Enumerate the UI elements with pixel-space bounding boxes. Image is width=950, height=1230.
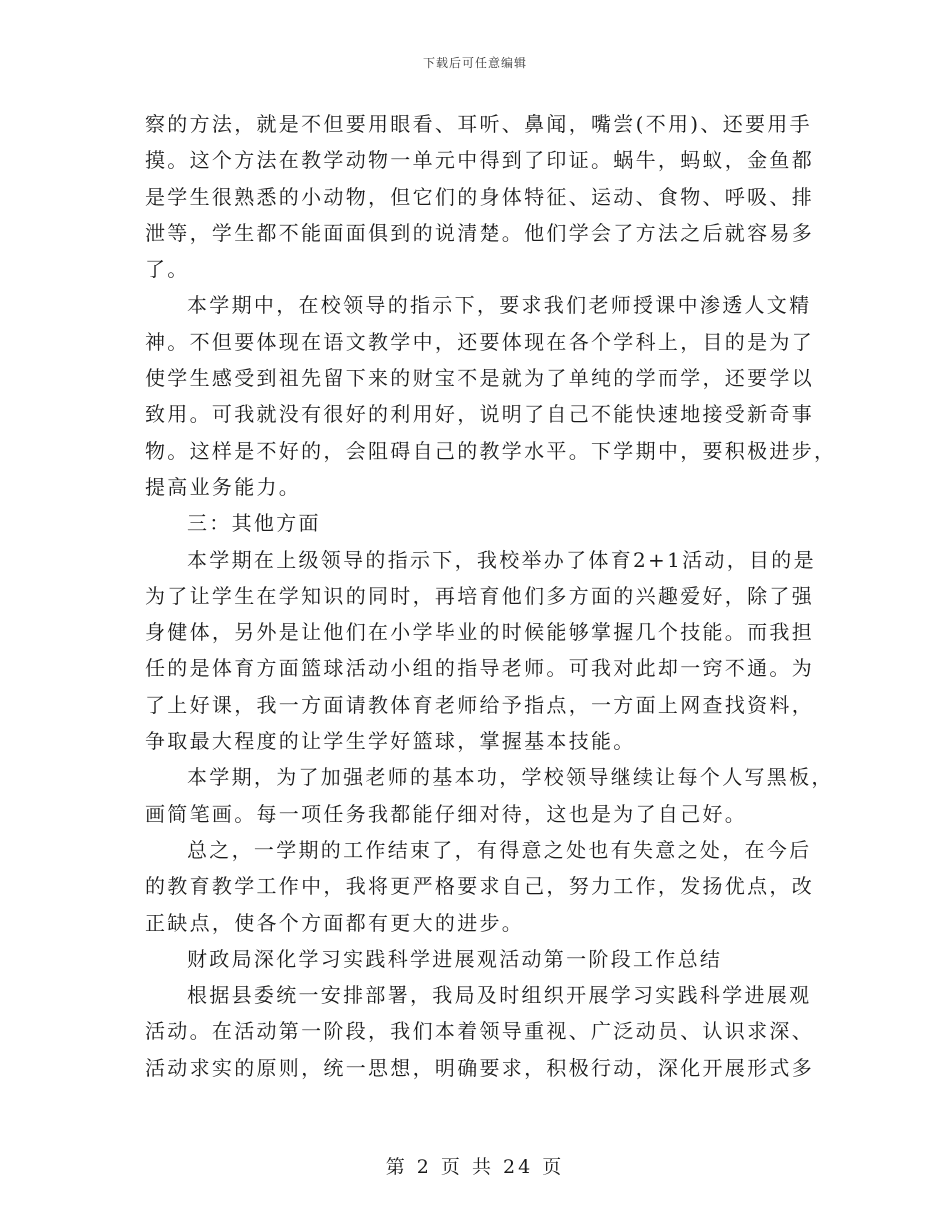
page-header: 下载后可任意编辑 [422,56,527,70]
text-line: 画简笔画。每一项任务我都能仔细对待，这也是为了自己好。 [145,801,748,826]
text-line: 为了让学生在学知识的同时，再培育他们多方面的兴趣爱好，除了强 [145,583,814,608]
paragraph-first-line: 本学期在上级领导的指示下，我校举办了体育2+1活动，目的是 [187,547,816,572]
text-line: 是学生很熟悉的小动物，但它们的身体特征、运动、食物、呼吸、排 [145,184,814,209]
text-line: 致用。可我就没有很好的利用好，说明了自己不能快速地接受新奇事 [145,402,814,427]
text-line: 正缺点，使各个方面都有更大的进步。 [145,910,525,935]
text-line: 任的是体育方面篮球活动小组的指导老师。可我对此却一窍不通。为 [145,656,814,681]
text-line: 使学生感受到祖先留下来的财宝不是就为了单纯的学而学，还要学以 [145,366,814,391]
page-footer: 第 2 页 共 24 页 [385,1156,565,1178]
text-line: 神。不但要体现在语文教学中，还要体现在各个学科上，目的是为了 [145,329,814,354]
text-line: 争取最大程度的让学生学好篮球，掌握基本技能。 [145,729,636,754]
text-line: 泄等，学生都不能面面俱到的说清楚。他们学会了方法之后就容易多 [145,220,814,245]
paragraph-first-line: 根据县委统一安排部署，我局及时组织开展学习实践科学进展观 [187,983,812,1008]
paragraph-first-line: 本学期，为了加强老师的基本功，学校领导继续让每个人写黑板， [187,765,834,790]
text-line: 提高业务能力。 [145,474,302,499]
paragraph-first-line: 三：其他方面 [187,511,321,536]
text-line: 活动。在活动第一阶段，我们本着领导重视、广泛动员、认识求深、 [145,1019,814,1044]
text-line: 了上好课，我一方面请教体育老师给予指点，一方面上网查找资料， [145,692,814,717]
paragraph-first-line: 本学期中，在校领导的指示下，要求我们老师授课中渗透人文精 [187,293,812,318]
text-line: 物。这样是不好的，会阻碍自己的教学水平。下学期中，要积极进步， [145,438,837,463]
text-line: 的教育教学工作中，我将更严格要求自己，努力工作，发扬优点，改 [145,874,814,899]
text-line: 摸。这个方法在教学动物一单元中得到了印证。蜗牛，蚂蚁，金鱼都 [145,148,814,173]
paragraph-first-line: 财政局深化学习实践科学进展观活动第一阶段工作总结 [187,946,723,971]
text-line: 察的方法，就是不但要用眼看、耳听、鼻闻，嘴尝(不用)、还要用手 [145,112,812,136]
document-body [145,106,837,1086]
text-line: 了。 [145,257,190,282]
text-line: 活动求实的原则，统一思想，明确要求，积极行动，深化开展形式多 [145,1055,814,1080]
text-line: 身健体，另外是让他们在小学毕业的时候能够掌握几个技能。而我担 [145,620,814,645]
paragraph-first-line: 总之，一学期的工作结束了，有得意之处也有失意之处，在今后 [187,837,812,862]
